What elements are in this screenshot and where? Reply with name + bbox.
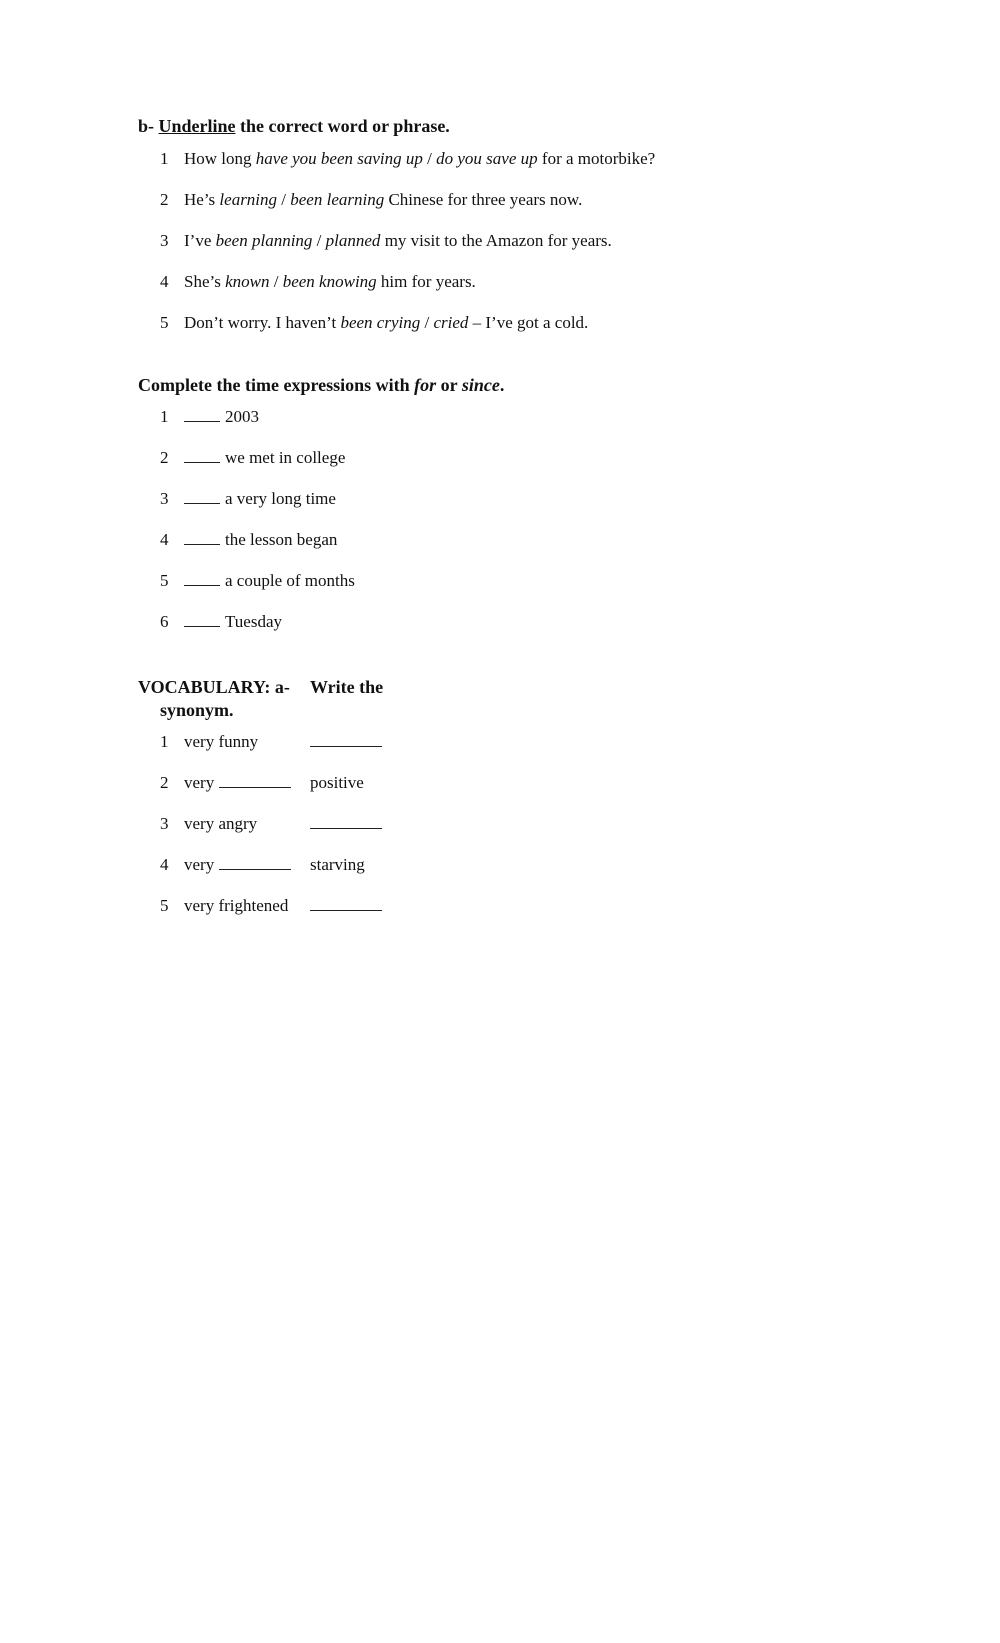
expression-text: 2003 [225, 407, 259, 426]
item-number: 1 [160, 149, 169, 168]
answer-blank[interactable] [184, 531, 220, 545]
vocab-word: very funny [184, 732, 259, 751]
item-number: 3 [160, 489, 169, 508]
vocabulary-item [160, 896, 288, 916]
for-since-heading [138, 375, 504, 396]
vocab-answer-cell [310, 896, 382, 916]
item-number: 2 [160, 190, 169, 209]
vocab-answer-cell [310, 732, 382, 752]
section-b-item [160, 149, 655, 169]
option-separator: / [269, 272, 283, 291]
expression-text: a couple of months [225, 571, 355, 590]
time-expression-item [160, 612, 282, 632]
answer-blank[interactable] [310, 897, 382, 911]
time-expression-item [160, 407, 259, 427]
option-1[interactable]: have you been saving up [255, 149, 423, 168]
section-b-rest: the correct word or phrase. [235, 116, 450, 136]
time-expression-item [160, 530, 337, 550]
item-number: 4 [160, 530, 169, 549]
item-text: He’s [184, 190, 220, 209]
item-text: Chinese for three years now. [384, 190, 583, 209]
vocabulary-heading-part3: synonym. [160, 700, 234, 720]
item-number: 6 [160, 612, 169, 631]
item-text: – I’ve got a cold. [468, 313, 589, 332]
underline-word: Underline [158, 116, 236, 136]
answer-blank[interactable] [184, 408, 220, 422]
item-text: for a motorbike? [537, 149, 656, 168]
heading-text: . [499, 375, 505, 395]
option-separator: / [277, 190, 291, 209]
section-b-heading [138, 116, 450, 137]
option-2[interactable]: cried [433, 313, 469, 332]
item-number: 1 [160, 407, 169, 426]
expression-text: Tuesday [225, 612, 282, 631]
item-number: 4 [160, 855, 169, 874]
vocab-word: very [184, 855, 215, 874]
heading-text: or [436, 375, 462, 395]
section-b-item [160, 313, 588, 333]
item-text: She’s [184, 272, 226, 291]
vocab-word-col2: positive [310, 773, 364, 792]
option-separator: / [312, 231, 326, 250]
vocab-word: very [184, 773, 215, 792]
option-1[interactable]: learning [219, 190, 278, 209]
option-2[interactable]: been knowing [282, 272, 377, 291]
option-2[interactable]: been learning [290, 190, 385, 209]
answer-blank[interactable] [310, 733, 382, 747]
item-text: my visit to the Amazon for years. [380, 231, 612, 250]
option-separator: / [422, 149, 437, 168]
answer-blank[interactable] [219, 856, 291, 870]
expression-text: a very long time [225, 489, 336, 508]
vocab-word: very angry [184, 814, 258, 833]
vocabulary-heading-part2: Write the [310, 677, 384, 697]
item-number: 2 [160, 448, 169, 467]
option-2[interactable]: planned [325, 231, 381, 250]
item-text: him for years. [376, 272, 476, 291]
section-b-item [160, 231, 612, 251]
item-number: 2 [160, 773, 169, 792]
expression-text: we met in college [225, 448, 346, 467]
item-text: How long [184, 149, 256, 168]
time-expression-item [160, 448, 345, 468]
item-number: 3 [160, 814, 169, 833]
answer-blank[interactable] [184, 490, 220, 504]
section-b-prefix: b- [138, 116, 159, 136]
time-expression-item [160, 489, 336, 509]
answer-blank[interactable] [310, 815, 382, 829]
vocab-word-col2: starving [310, 855, 365, 874]
section-b-item [160, 190, 582, 210]
vocabulary-heading-part1: VOCABULARY: a- [138, 677, 290, 697]
word-for: for [414, 375, 437, 395]
item-number: 1 [160, 732, 169, 751]
item-number: 5 [160, 313, 169, 332]
item-text: I’ve [184, 231, 216, 250]
option-separator: / [420, 313, 434, 332]
vocabulary-item [160, 855, 291, 875]
vocab-answer-cell [310, 814, 382, 834]
item-number: 4 [160, 272, 169, 291]
vocabulary-item [160, 732, 258, 752]
option-1[interactable]: known [225, 272, 270, 291]
answer-blank[interactable] [184, 572, 220, 586]
section-b-item [160, 272, 476, 292]
heading-text: Complete the time expressions with [138, 375, 415, 395]
vocab-word: very frightened [184, 896, 289, 915]
answer-blank[interactable] [184, 449, 220, 463]
item-number: 3 [160, 231, 169, 250]
expression-text: the lesson began [225, 530, 338, 549]
item-number: 5 [160, 571, 169, 590]
option-1[interactable]: been crying [340, 313, 421, 332]
answer-blank[interactable] [184, 613, 220, 627]
option-1[interactable]: been planning [215, 231, 313, 250]
vocabulary-item [160, 814, 257, 834]
item-number: 5 [160, 896, 169, 915]
answer-blank[interactable] [219, 774, 291, 788]
option-2[interactable]: do you save up [436, 149, 538, 168]
item-text: Don’t worry. I haven’t [184, 313, 341, 332]
vocabulary-item [160, 773, 291, 793]
word-since: since [461, 375, 500, 395]
time-expression-item [160, 571, 355, 591]
